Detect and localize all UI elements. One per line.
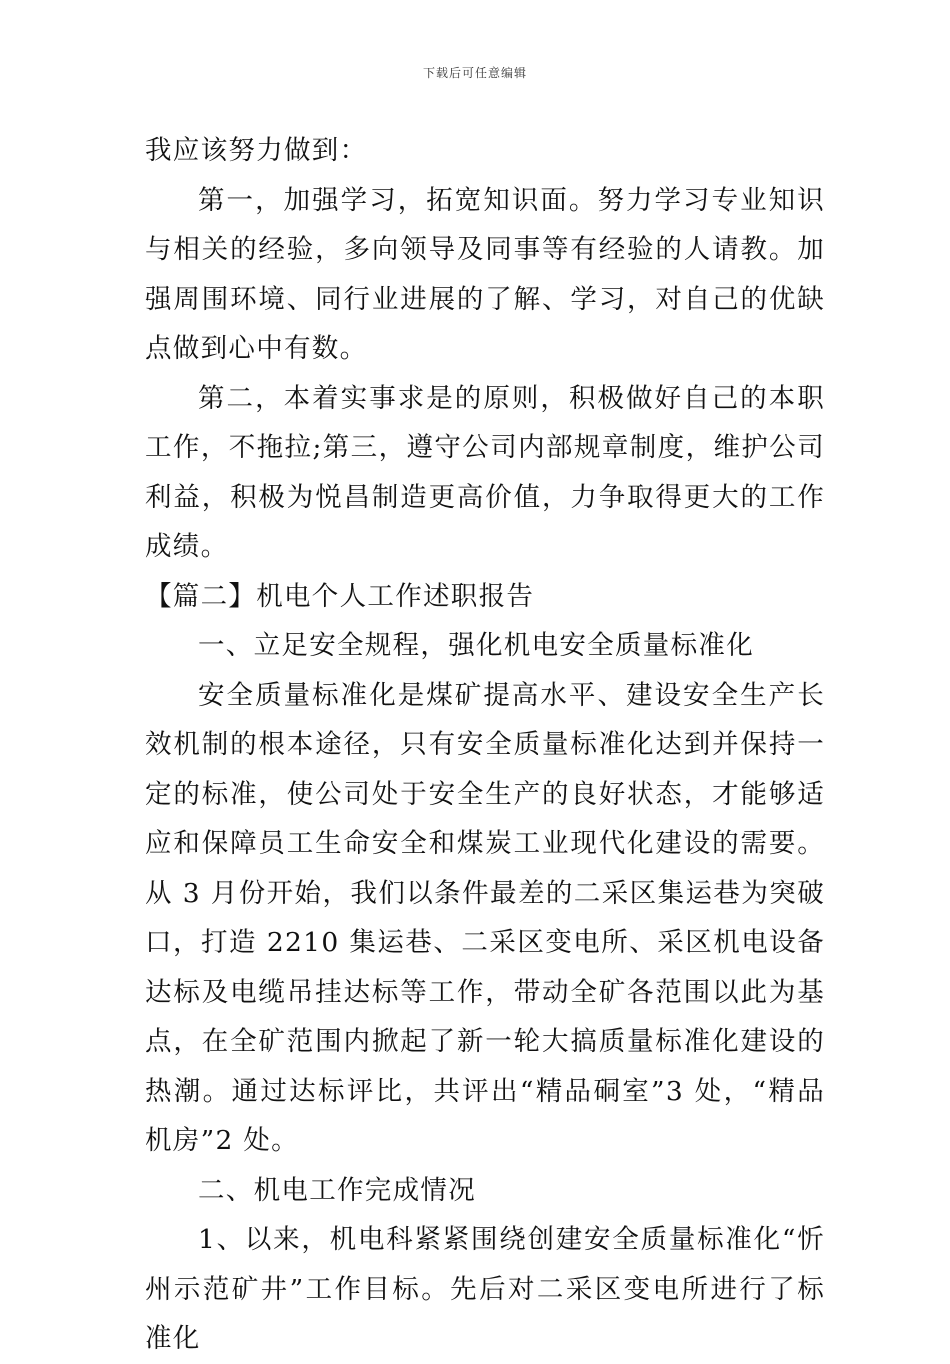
section-title: 【篇二】机电个人工作述职报告 — [145, 580, 535, 612]
document-body — [145, 126, 825, 1364]
heading-safety-standards: 一、立足安全规程，强化机电安全质量标准化 — [198, 630, 754, 661]
heading-work-completion: 二、机电工作完成情况 — [198, 1174, 476, 1206]
paragraph-second-point: 第二，本着实事求是的原则，积极做好自己的本职工作，不拖拉;第三，遵守公司内部规章制度，维护公司利益，积极为悦昌制造更高价值，力争取得更大的工作成绩。 — [145, 382, 825, 562]
paragraph-first-point: 第一，加强学习，拓宽知识面。努力学习专业知识与相关的经验，多向领导及同事等有经验的人请教。加强周围环境、同行业进展的了解、学习，对自己的优缺点做到心中有数。 — [145, 184, 825, 364]
paragraph-safety-standards: 安全质量标准化是煤矿提高水平、建设安全生产长效机制的根本途径，只有安全质量标准化达到并保持一定的标准，使公司处于安全生产的良好状态，才能够适应和保障员工生命安全和煤炭工业现代化建设的需要。从 3 月份开始，我们以条件最差的二采区集运巷为突破口，打造 2210 集运巷、二采区变电所、采区机电设备达标及电缆吊挂达标等工作，带动全矿各范围以此为基点，在全矿范围内掀起了新一轮大搞质量标准化建设的热潮。通过达标评比，共评出“精品硐室”3 处，“精品机房”2 处。 — [145, 679, 825, 1156]
paragraph-work-completion: 1、以来，机电科紧紧围绕创建安全质量标准化“忻州示范矿井”工作目标。先后对二采区变电所进行了标准化 — [145, 1224, 825, 1354]
page-header: 下载后可任意编辑 — [422, 66, 527, 80]
paragraph-intro: 我应该努力做到： — [145, 135, 368, 166]
